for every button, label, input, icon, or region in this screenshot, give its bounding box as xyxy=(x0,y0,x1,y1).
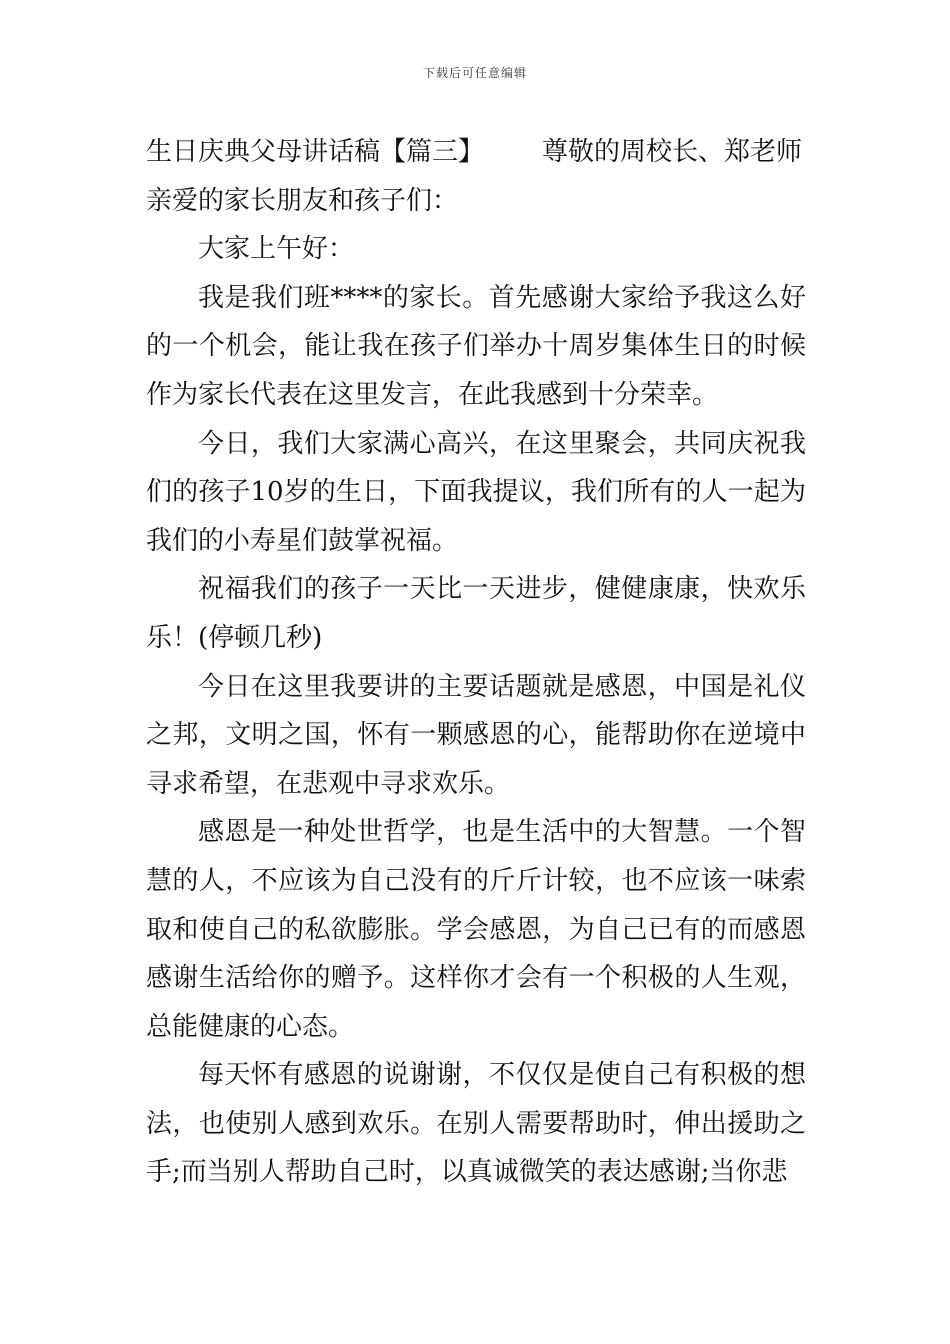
paragraph-gratitude-topic: 今日在这里我要讲的主要话题就是感恩，中国是礼仪之邦，文明之国，怀有一颗感恩的心，能帮助你在逆境中寻求希望，在悲观中寻求欢乐。 xyxy=(146,671,806,799)
title-line xyxy=(146,128,806,177)
page-header-note: 下载后可任意编辑 xyxy=(422,66,527,80)
paragraph-celebration: 今日，我们大家满心高兴，在这里聚会，共同庆祝我们的孩子10岁的生日，下面我提议，我们所有的人一起为我们的小寿星们鼓掌祝福。 xyxy=(146,428,806,556)
salutation-principal-teacher: 尊敬的周校长、郑老师 xyxy=(542,137,803,167)
salutation-parents-children: 亲爱的家长朋友和孩子们： xyxy=(146,185,459,216)
paragraph-thank-you: 每天怀有感恩的说谢谢，不仅仅是使自己有积极的想法，也使别人感到欢乐。在别人需要帮助时，伸出援助之手;而当别人帮助自己时，以真诚微笑的表达感谢;当你悲 xyxy=(146,1060,806,1188)
paragraph-intro: 我是我们班****的家长。首先感谢大家给予我这么好的一个机会，能让我在孩子们举办十周岁集体生日的时候作为家长代表在这里发言，在此我感到十分荣幸。 xyxy=(146,282,806,410)
document-title: 生日庆典父母讲话稿【篇三】 xyxy=(146,137,485,167)
document-body xyxy=(146,128,806,1197)
paragraph-blessing: 祝福我们的孩子一天比一天进步，健健康康，快欢乐乐！(停顿几秒) xyxy=(146,574,806,653)
paragraph-greeting: 大家上午好： xyxy=(198,234,355,265)
paragraph-gratitude-philosophy: 感恩是一种处世哲学，也是生活中的大智慧。一个智慧的人，不应该为自己没有的斤斤计较，也不应该一味索取和使自己的私欲膨胀。学会感恩，为自己已有的而感恩感谢生活给你的赠予。这样你才会有一个积极的人生观，总能健康的心态。 xyxy=(146,817,806,1042)
